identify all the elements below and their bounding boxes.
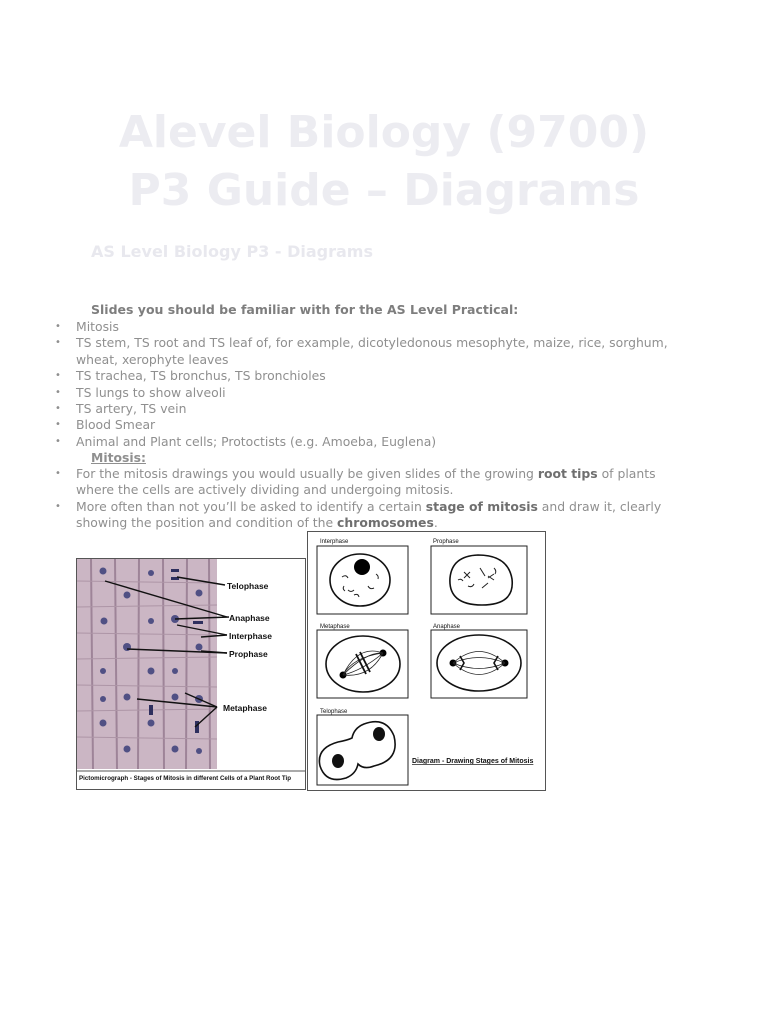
mitosis-list — [55, 466, 696, 532]
micrograph-label: Metaphase — [223, 703, 267, 713]
micrograph-figure — [76, 558, 306, 790]
slides-heading: Slides you should be familiar with for the AS Level Practical: — [91, 302, 519, 317]
bold-term: stage of mitosis — [425, 498, 538, 514]
bullet-icon: • — [55, 468, 61, 479]
stage-label: Telophase — [320, 709, 348, 715]
bullet-icon: • — [55, 337, 61, 349]
micrograph-caption: Pictomicrograph - Stages of Mitosis in different Cells of a Plant Root Tip — [79, 775, 292, 782]
list-item: • TS trachea, TS bronchus, TS bronchioles — [55, 368, 326, 384]
bullet-icon: • — [55, 403, 61, 415]
bullet-icon: • — [55, 419, 61, 431]
list-item: • Mitosis — [55, 319, 119, 334]
list-item: • For the mitosis drawings you would usually be given slides of the growing root tips of plants where the cells are actively dividing and undergoing mitosis. — [55, 466, 656, 498]
micrograph-image — [77, 559, 305, 789]
diagram-caption: Diagram - Drawing Stages of Mitosis — [412, 758, 534, 765]
diagram-figure — [307, 531, 546, 791]
section-subtitle: AS Level Biology P3 - Diagrams — [91, 242, 373, 261]
mitosis-heading: Mitosis: — [91, 450, 146, 465]
bullet-icon: • — [55, 435, 61, 447]
bullet-icon: • — [55, 321, 61, 332]
micrograph-label: Telophase — [227, 581, 269, 591]
list-item: • TS artery, TS vein — [55, 401, 187, 417]
bullet-icon: • — [55, 370, 61, 382]
list-item: • Animal and Plant cells; Protoctists (e.g. Amoeba, Euglena) — [55, 433, 437, 449]
micrograph-label: Interphase — [229, 631, 272, 641]
list-item: • More often than not you’ll be asked to identify a certain stage of mitosis and draw it, clearly showing the position and condition of the chromosomes. — [55, 498, 662, 531]
main-title-line2: P3 Guide – Diagrams — [128, 165, 640, 216]
stage-label: Metaphase — [320, 624, 350, 630]
main-title-line1: Alevel Biology (9700) — [118, 107, 650, 158]
stage-label: Anaphase — [433, 624, 461, 630]
list-item: • TS stem, TS root and TS leaf of, for example, dicotyledonous mesophyte, maize, rice, sorghum, wheat, xerophyte leaves — [55, 335, 668, 367]
bullet-icon: • — [55, 500, 61, 512]
stage-label: Interphase — [320, 539, 349, 545]
main-title — [0, 104, 768, 220]
slides-list — [55, 319, 696, 450]
mitosis-diagram — [308, 532, 545, 790]
bold-term: chromosomes — [337, 515, 434, 531]
stage-label: Prophase — [433, 539, 459, 545]
micrograph-label: Prophase — [229, 649, 268, 659]
bullet-icon: • — [55, 386, 61, 398]
list-item: • TS lungs to show alveoli — [55, 384, 226, 400]
list-item: • Blood Smear — [55, 417, 156, 433]
micrograph-label: Anaphase — [229, 613, 270, 623]
bold-term: root tips — [537, 466, 598, 481]
